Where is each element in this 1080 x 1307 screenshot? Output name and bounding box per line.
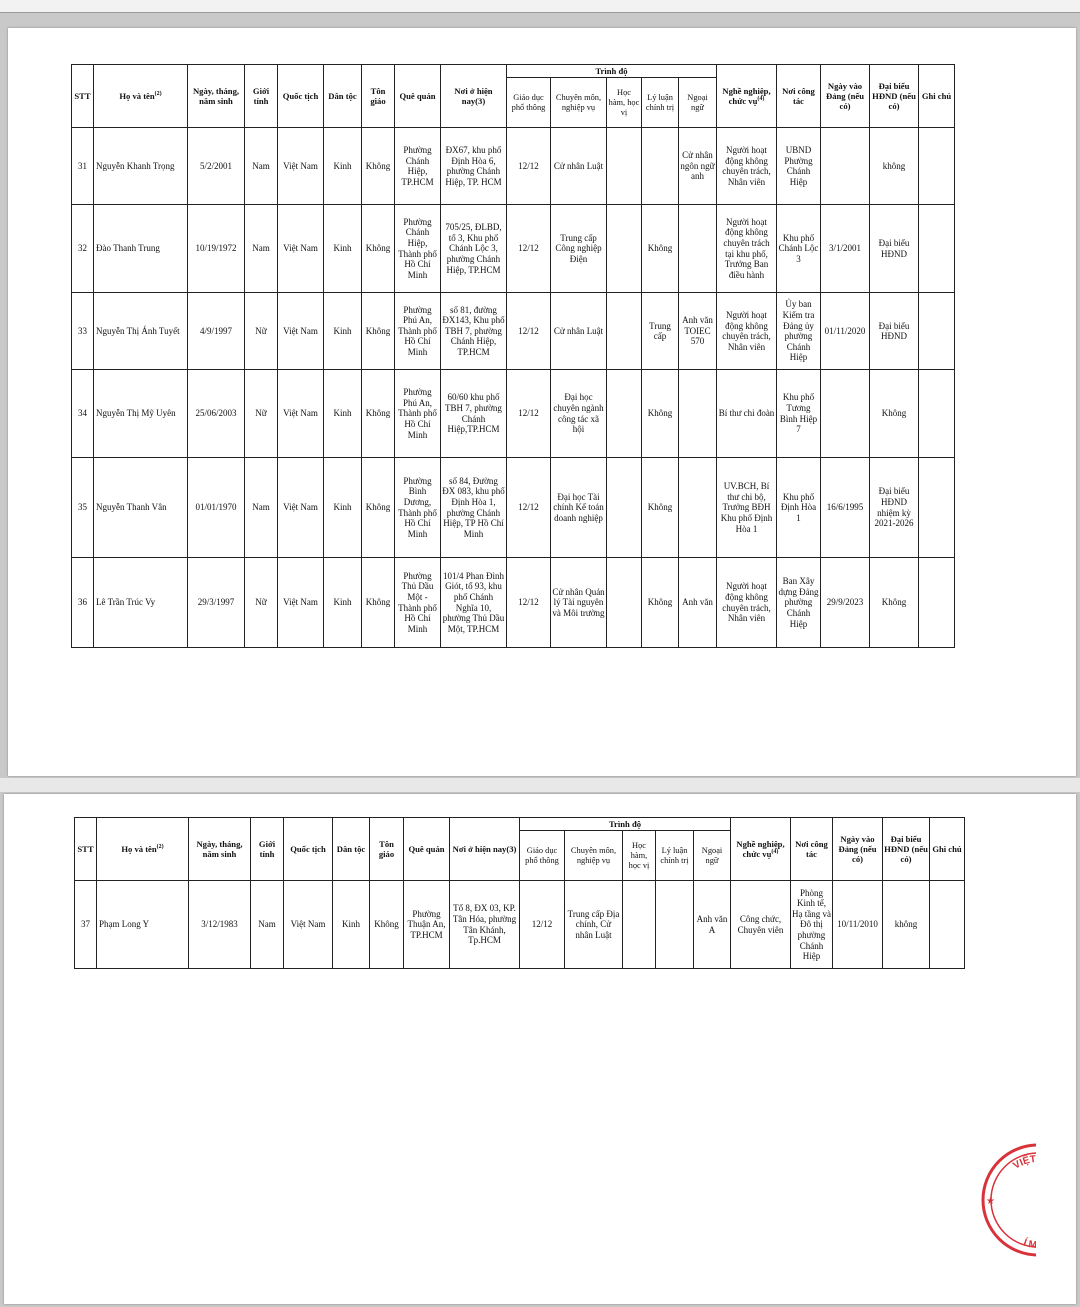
header-ho-ten-label: Họ và tên <box>121 844 157 854</box>
cell-degree <box>607 458 642 558</box>
cell-degree <box>623 881 656 969</box>
cell-residence: 101/4 Phan Đình Giót, tổ 93, khu phố Chánh Nghĩa 10, phường Thủ Dầu Một, TP.HCM <box>441 558 507 648</box>
cell-nationality: Việt Nam <box>278 370 324 458</box>
cell-politics: Không <box>642 205 679 293</box>
cell-note <box>919 128 955 205</box>
candidate-table-page-2 <box>74 817 965 969</box>
seal-star: ★ <box>986 1196 995 1207</box>
cell-nationality: Việt Nam <box>278 205 324 293</box>
cell-residence: 60/60 khu phố TBH 7, phường Chánh Hiệp,TP.HCM <box>441 370 507 458</box>
header-nghe-nghiep-sup: (4) <box>771 849 779 856</box>
header-giao-duc: Giáo dục phổ thông <box>507 78 551 128</box>
cell-dob: 5/2/2001 <box>188 128 245 205</box>
cell-stt: 33 <box>72 293 94 370</box>
cell-degree <box>607 370 642 458</box>
cell-note <box>919 458 955 558</box>
cell-occupation: Người hoạt động không chuyên trách, Nhân viên <box>717 558 777 648</box>
cell-degree <box>607 205 642 293</box>
cell-nationality: Việt Nam <box>278 558 324 648</box>
cell-party-date: 3/1/2001 <box>821 205 870 293</box>
cell-occupation: Người hoạt động không chuyên trách, Nhân viên <box>717 128 777 205</box>
header-ho-ten-sup: (2) <box>154 91 162 98</box>
top-bar <box>0 0 1080 13</box>
candidate-table-page-1 <box>71 64 955 648</box>
cell-ethnic: Kinh <box>324 128 362 205</box>
cell-language <box>679 458 717 558</box>
cell-occupation: Bí thư chi đoàn <box>717 370 777 458</box>
cell-dob: 25/06/2003 <box>188 370 245 458</box>
cell-party-date: 10/11/2010 <box>833 881 883 969</box>
cell-hometown: Phường Chánh Hiệp, Thành phố Hồ Chí Minh <box>395 205 441 293</box>
cell-religion: Không <box>362 458 395 558</box>
header-ho-ten-sup: (2) <box>156 844 164 851</box>
cell-ethnic: Kinh <box>324 205 362 293</box>
header-nghe-nghiep-sup: (4) <box>757 96 765 103</box>
header-que-quan: Quê quán <box>395 65 441 128</box>
cell-specialty: Cử nhân Luật <box>551 128 607 205</box>
cell-residence: Tổ 8, ĐX 03, KP. Tân Hóa, phường Tân Khánh, Tp.HCM <box>450 881 520 969</box>
header-hoc-ham: Học hàm, học vị <box>607 78 642 128</box>
table-row <box>72 458 955 558</box>
cell-hometown: Phường Bình Dương, Thành phố Hồ Chí Minh <box>395 458 441 558</box>
cell-language: Anh văn <box>679 558 717 648</box>
header-giao-duc: Giáo dục phổ thông <box>520 831 565 881</box>
cell-nationality: Việt Nam <box>278 458 324 558</box>
document-page-2 <box>4 794 1076 1304</box>
cell-note <box>919 370 955 458</box>
cell-council: Không <box>870 370 919 458</box>
header-que-quan: Quê quán <box>404 818 450 881</box>
cell-language <box>679 205 717 293</box>
header-stt: STT <box>72 65 94 128</box>
cell-workplace: Khu phố Tương Bình Hiệp 7 <box>777 370 821 458</box>
cell-hometown: Phường Chánh Hiệp, TP.HCM <box>395 128 441 205</box>
header-dai-bieu: Đại biểu HĐND (nếu có) <box>870 65 919 128</box>
cell-language: Anh văn A <box>694 881 731 969</box>
header-gioi-tinh: Giới tính <box>251 818 284 881</box>
cell-name: Nguyễn Khanh Trọng <box>94 128 188 205</box>
cell-specialty: Trung cấp Công nghiệp Điện <box>551 205 607 293</box>
cell-council: không <box>870 128 919 205</box>
header-ghi-chu: Ghi chú <box>919 65 955 128</box>
cell-stt: 31 <box>72 128 94 205</box>
header-ngay-vao-dang: Ngày vào Đảng (nếu có) <box>821 65 870 128</box>
cell-party-date: 01/11/2020 <box>821 293 870 370</box>
table-row <box>75 881 965 969</box>
cell-name: Lê Trần Trúc Vy <box>94 558 188 648</box>
cell-ethnic: Kinh <box>333 881 370 969</box>
table-body-page-2 <box>75 881 965 969</box>
header-nghe-nghiep <box>717 65 777 128</box>
cell-residence: số 84, Đường ĐX 083, khu phố Định Hòa 1, phường Chánh Hiệp, TP Hồ Chí Minh <box>441 458 507 558</box>
cell-dob: 29/3/1997 <box>188 558 245 648</box>
header-ngoai-ngu: Ngoại ngữ <box>694 831 731 881</box>
cell-party-date <box>821 128 870 205</box>
seal-text-bottom: Í MINH <box>1021 1237 1055 1252</box>
cell-politics: Không <box>642 370 679 458</box>
cell-ethnic: Kinh <box>324 370 362 458</box>
header-dan-toc: Dân tộc <box>333 818 370 881</box>
cell-specialty: Cử nhân Quản lý Tài nguyên và Môi trường <box>551 558 607 648</box>
cell-politics: Không <box>642 558 679 648</box>
cell-party-date: 16/6/1995 <box>821 458 870 558</box>
cell-gender: Nữ <box>245 370 278 458</box>
cell-stt: 36 <box>72 558 94 648</box>
header-chuyen-mon: Chuyên môn, nghiệp vụ <box>551 78 607 128</box>
header-quoc-tich: Quốc tịch <box>284 818 333 881</box>
header-ho-ten <box>94 65 188 128</box>
cell-education: 12/12 <box>520 881 565 969</box>
cell-occupation: UV.BCH, Bí thư chi bộ, Trưởng BĐH Khu phố Định Hòa 1 <box>717 458 777 558</box>
cell-note <box>930 881 965 969</box>
cell-stt: 34 <box>72 370 94 458</box>
cell-education: 12/12 <box>507 293 551 370</box>
seal-icon <box>978 1140 1065 1260</box>
cell-gender: Nam <box>245 205 278 293</box>
table-row <box>72 205 955 293</box>
header-trinh-do: Trình độ <box>507 65 717 78</box>
cell-dob: 3/12/1983 <box>189 881 251 969</box>
cell-occupation: Công chức, Chuyên viên <box>731 881 791 969</box>
header-nghe-nghiep <box>731 818 791 881</box>
header-ngoai-ngu: Ngoại ngữ <box>679 78 717 128</box>
page-gap <box>0 778 1080 792</box>
header-ho-ten <box>97 818 189 881</box>
seal-text-top: VIỆT NAM <box>1011 1153 1065 1172</box>
cell-specialty: Đại học Tài chính Kế toán doanh nghiệp <box>551 458 607 558</box>
cell-nationality: Việt Nam <box>278 128 324 205</box>
header-ngay-sinh: Ngày, tháng, năm sinh <box>189 818 251 881</box>
cell-religion: Không <box>362 370 395 458</box>
cell-note <box>919 205 955 293</box>
cell-party-date: 29/9/2023 <box>821 558 870 648</box>
cell-name: Phạm Long Y <box>97 881 189 969</box>
cell-name: Đào Thanh Trung <box>94 205 188 293</box>
table-row <box>72 370 955 458</box>
cell-politics <box>656 881 694 969</box>
cell-religion: Không <box>362 128 395 205</box>
cell-dob: 10/19/1972 <box>188 205 245 293</box>
cell-residence: số 81, đường ĐX143, Khu phố TBH 7, phường Chánh Hiệp, TP.HCM <box>441 293 507 370</box>
cell-hometown: Phường Thủ Dầu Một - Thành phố Hồ Chí Minh <box>395 558 441 648</box>
cell-politics <box>642 128 679 205</box>
cell-gender: Nữ <box>245 558 278 648</box>
table-row <box>72 128 955 205</box>
cell-nationality: Việt Nam <box>284 881 333 969</box>
cell-stt: 32 <box>72 205 94 293</box>
header-nghe-nghiep-label: Nghề nghiệp, chức vụ <box>736 838 785 860</box>
cell-workplace: Ban Xây dựng Đảng phường Chánh Hiệp <box>777 558 821 648</box>
cell-gender: Nam <box>245 458 278 558</box>
header-hoc-ham: Học hàm, học vị <box>623 831 656 881</box>
cell-note <box>919 293 955 370</box>
cell-gender: Nữ <box>245 293 278 370</box>
header-ton-giao: Tôn giáo <box>362 65 395 128</box>
cell-note <box>919 558 955 648</box>
cell-council: không <box>883 881 930 969</box>
cell-occupation: Người hoạt động không chuyên trách tại khu phố, Trưởng Ban điều hành <box>717 205 777 293</box>
cell-dob: 01/01/1970 <box>188 458 245 558</box>
cell-education: 12/12 <box>507 458 551 558</box>
cell-education: 12/12 <box>507 558 551 648</box>
cell-hometown: Phường Thuận An, TP.HCM <box>404 881 450 969</box>
header-ngay-sinh: Ngày, tháng, năm sinh <box>188 65 245 128</box>
header-ly-luan: Lý luận chính trị <box>642 78 679 128</box>
header-dai-bieu: Đại biểu HĐND (nếu có) <box>883 818 930 881</box>
cell-workplace: Ủy ban Kiểm tra Đảng ủy phường Chánh Hiệp <box>777 293 821 370</box>
cell-workplace: Khu phố Định Hòa 1 <box>777 458 821 558</box>
table-row <box>72 558 955 648</box>
svg-text:Í MINH <box>1021 1236 1055 1252</box>
header-stt: STT <box>75 818 97 881</box>
header-noi-cong-tac: Nơi công tác <box>791 818 833 881</box>
cell-specialty: Trung cấp Địa chính, Cử nhân Luật <box>565 881 623 969</box>
header-chuyen-mon: Chuyên môn, nghiệp vụ <box>565 831 623 881</box>
header-noi-o: Nơi ở hiện nay(3) <box>450 818 520 881</box>
cell-dob: 4/9/1997 <box>188 293 245 370</box>
header-ghi-chu: Ghi chú <box>930 818 965 881</box>
header-dan-toc: Dân tộc <box>324 65 362 128</box>
cell-gender: Nam <box>251 881 284 969</box>
cell-degree <box>607 128 642 205</box>
cell-occupation: Người hoạt động không chuyên trách, Nhân viên <box>717 293 777 370</box>
cell-name: Nguyễn Thị Ánh Tuyết <box>94 293 188 370</box>
document-page-1 <box>8 28 1076 776</box>
cell-council: Không <box>870 558 919 648</box>
cell-workplace: UBND Phường Chánh Hiệp <box>777 128 821 205</box>
cell-hometown: Phường Phú An, Thành phố Hồ Chí Minh <box>395 370 441 458</box>
cell-hometown: Phường Phú An, Thành phố Hồ Chí Minh <box>395 293 441 370</box>
header-noi-cong-tac: Nơi công tác <box>777 65 821 128</box>
cell-ethnic: Kinh <box>324 293 362 370</box>
cell-language: Cử nhân ngôn ngữ anh <box>679 128 717 205</box>
header-noi-o: Nơi ở hiện nay(3) <box>441 65 507 128</box>
official-seal <box>978 1140 1065 1260</box>
cell-specialty: Cử nhân Luật <box>551 293 607 370</box>
cell-nationality: Việt Nam <box>278 293 324 370</box>
cell-religion: Không <box>370 881 404 969</box>
cell-ethnic: Kinh <box>324 458 362 558</box>
header-trinh-do: Trình độ <box>520 818 731 831</box>
cell-politics: Trung cấp <box>642 293 679 370</box>
header-ho-ten-label: Họ và tên <box>119 91 155 101</box>
cell-residence: ĐX67, khu phố Định Hòa 6, phường Chánh Hiệp, TP. HCM <box>441 128 507 205</box>
cell-education: 12/12 <box>507 128 551 205</box>
cell-gender: Nam <box>245 128 278 205</box>
header-ton-giao: Tôn giáo <box>370 818 404 881</box>
cell-residence: 705/25, ĐLBD, tổ 3, Khu phố Chánh Lộc 3, phường Chánh Hiệp, TP.HCM <box>441 205 507 293</box>
cell-language: Anh văn TOIEC 570 <box>679 293 717 370</box>
cell-workplace: Khu phố Chánh Lộc 3 <box>777 205 821 293</box>
header-gioi-tinh: Giới tính <box>245 65 278 128</box>
cell-language <box>679 370 717 458</box>
table-body-page-1 <box>72 128 955 648</box>
cell-council: Đại biểu HĐND <box>870 293 919 370</box>
header-ngay-vao-dang: Ngày vào Đảng (nếu có) <box>833 818 883 881</box>
cell-religion: Không <box>362 205 395 293</box>
cell-politics: Không <box>642 458 679 558</box>
cell-workplace: Phòng Kinh tế, Hạ tầng và Đô thị phường Chánh Hiệp <box>791 881 833 969</box>
header-quoc-tich: Quốc tịch <box>278 65 324 128</box>
cell-council: Đại biểu HĐND <box>870 205 919 293</box>
header-nghe-nghiep-label: Nghề nghiệp, chức vụ <box>722 85 771 107</box>
cell-name: Nguyễn Thanh Vân <box>94 458 188 558</box>
table-row <box>72 293 955 370</box>
cell-degree <box>607 293 642 370</box>
cell-party-date <box>821 370 870 458</box>
cell-religion: Không <box>362 558 395 648</box>
cell-specialty: Đại học chuyên ngành công tác xã hội <box>551 370 607 458</box>
cell-name: Nguyễn Thị Mỹ Uyên <box>94 370 188 458</box>
cell-degree <box>607 558 642 648</box>
cell-education: 12/12 <box>507 370 551 458</box>
cell-council: Đại biểu HĐND nhiệm kỳ 2021-2026 <box>870 458 919 558</box>
cell-education: 12/12 <box>507 205 551 293</box>
cell-stt: 37 <box>75 881 97 969</box>
cell-stt: 35 <box>72 458 94 558</box>
cell-religion: Không <box>362 293 395 370</box>
header-ly-luan: Lý luận chính trị <box>656 831 694 881</box>
cell-ethnic: Kinh <box>324 558 362 648</box>
